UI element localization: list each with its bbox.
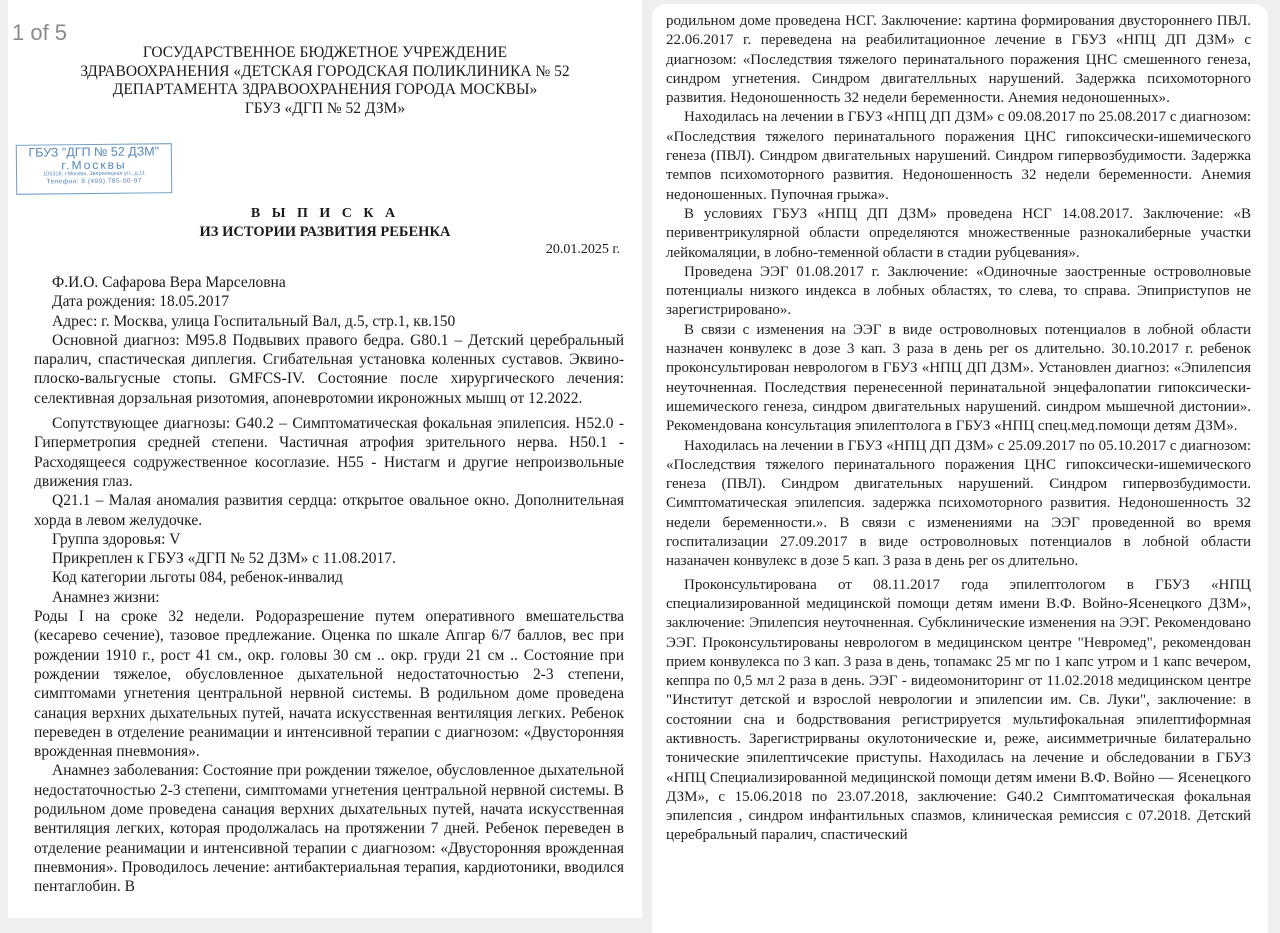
- document-date: 20.01.2025 г.: [545, 242, 620, 257]
- header-line: ГОСУДАРСТВЕННОЕ БЮДЖЕТНОЕ УЧРЕЖДЕНИЕ: [142, 44, 508, 61]
- continued-text: [666, 12, 1251, 846]
- patient-name: Ф.И.О. Сафарова Вера Марселовна: [52, 274, 286, 291]
- stamp-line: г.Москвы: [61, 157, 127, 173]
- patient-info: [34, 273, 624, 897]
- institution-header: [60, 44, 590, 118]
- stamp-line: Телефон: 8 (499) 785-00-97: [46, 177, 142, 186]
- address: Адрес: г. Москва, улица Госпитальный Вал, д.5, стр.1, кв.150: [52, 312, 456, 330]
- paragraph: родильном доме проведена НСГ. Заключение: картина формирования двустороннего ПВЛ. 22.06.2017 г. переведена на реабилитационное лечение в ГБУЗ «НПЦ ДП ДЗМ» с диагнозом: «Последствия тяжелого перинатального поражения ЦНС смешенного генеза, синдром угнетения. Синдром двигателльных нарушений. Задержка психомоторного развития. Недоношенность 32 недели беременности. Анемия недоношенных».: [666, 13, 1251, 107]
- paragraph: Проконсультирована от 08.11.2017 года эпилептологом в ГБУЗ «НПЦ специализированной медицинской помощи детям имени В.Ф. Войно-Ясенецкого ДЗМ», заключение: Эпилепсия неуточненная. Субклинические изменения на ЭЭГ. Рекомендовано ЭЭГ. Проконсультированы неврологом в медицинском центре "Невромед", рекомендован прием конвулекса по 3 кап. 3 раза в день, топамакс 25 мг по 1 капс утром и 1 капс вечером, кеппра по 0,5 мл 2 раза в день. ЭЭГ - видеомониторинг от 11.02.2018 медицинском центре "Институт детской и взрослой неврологии и эпилепсии им. Св. Луки", заключение: в состоянии сна и бодрствования регистрируется мультифокальная эпилептиформная активность. Зарегистрирваны окулотонические и, реже, аисимметричные билатерально тонические эпилептичсекие приступы. Находилась на лечение и обследовании в ГБУЗ «НПЦ Специализированной медицинской помощи детям имени В.Ф. Войно — Ясенецкого ДЗМ», с 15.06.2018 по 23.07.2018, заключение: G40.2 Симптоматическая фокальная эпилепсия , синдром инфантильных спазмов, клиническая ремиссия с 07.2018. Детский церебральный паралич, спастический: [666, 576, 1251, 844]
- heart-diagnosis: Q21.1 – Малая аномалия развития сердца: открытое овальное окно. Дополнительная хорда в левом желудочке.: [34, 492, 624, 529]
- life-anamnesis-label: Анамнез жизни:: [52, 588, 160, 606]
- paragraph: В условиях ГБУЗ «НПЦ ДП ДЗМ» проведена НСГ 14.08.2017. Заключение: «В перивентрикулярной области определяются множественные разнокалиберные участки лейкомаляции, в лобно-теменной области в стадии рубцевания».: [666, 205, 1251, 261]
- header-line: ГБУЗ «ДГП № 52 ДЗМ»: [244, 99, 406, 117]
- stamp-line: ГБУЗ "ДГП № 52 ДЗМ": [28, 144, 160, 160]
- attached-clinic: Прикреплен к ГБУЗ «ДГП № 52 ДЗМ» с 11.08.2017.: [52, 550, 396, 568]
- benefit-code: Код категории льготы 084, ребенок-инвалид: [52, 569, 343, 587]
- document-subtitle: ИЗ ИСТОРИИ РАЗВИТИЯ РЕБЕНКА: [199, 224, 451, 240]
- paragraph: Находилась на лечении в ГБУЗ «НПЦ ДП ДЗМ» с 25.09.2017 по 05.10.2017 с диагнозом: «Последствия тяжелого перинатального поражения ЦНС гипоксически-ишемического генеза (ПВЛ). Синдром двигательных нарушений. Синдром гипервозбудимости. Симптоматическая эпилепсия. задержка психомоторного развития. Недоношенность 32 недели беременности.». В связи с изменениями на ЭЭГ проведенной во время госпитализации 27.09.2017 в виде островолновых потенциалов в лобной области назаначен конвулекс в дозе 5 кап. 3 раза в день per os длительно.: [666, 437, 1251, 570]
- header-line: ЗДРАВООХРАНЕНИЯ «ДЕТСКАЯ ГОРОДСКАЯ ПОЛИКЛИНИКА № 52: [80, 62, 570, 80]
- life-anamnesis: Роды I на сроке 32 недели. Родоразрешение путем оперативного вмешательства (кесарево сечение), тазовое предлежание. Оценка по шкале Апгар 6/7 баллов, вес при рождении 1910 г., рост 41 см., окр. головы 30 см .. окр. груди 21 см .. Состояние при рождении тяжелое, обусловленное дыхательной недостаточностью 2-3 степени, симптомами угнетения центральной нервной системы. В родильном доме проведена санация верхних дыхательных путей, начата искусственная вентиляция легких. Ребенок переведен в отделение реанимации и интенсивной терапии с диагнозом: «Двусторонняя врожденная пневмония».: [34, 608, 624, 761]
- page-indicator: 1 of 5: [12, 20, 68, 45]
- stamp-line: 105318, г.Москва, Зверинецкая ул., д.11: [43, 170, 145, 178]
- clinic-stamp: [16, 143, 173, 195]
- birth-date: Дата рождения: 18.05.2017: [52, 293, 230, 311]
- document-title: В Ы П И С К А: [250, 206, 400, 221]
- disease-anamnesis: Анамнез заболевания: Состояние при рождении тяжелое, обусловленное дыхательной недостаточностью 2-3 степени, симптомами угнетения центральной нервной системы. В родильном доме проведена санация верхних дыхательных путей, начата искусственная вентиляция легких, которая продолжалась на протяжении 7 дней. Ребенок переведен в отделение реанимации и интенсивной терапии с диагнозом: «Двусторонняя врожденная пневмония». Проводилось лечение: антибактериальная терапия, кардиотоники, вводился пентаглобин. В: [34, 762, 624, 896]
- concomitant-diagnosis: Сопутствующее диагнозы: G40.2 – Симптоматическая фокальная эпилепсия. H52.0 - Гиперметропия средней степени. Частичная атрофия зрительного нерва. H50.1 - Расходящееся содружественное косоглазие. H55 - Нистагм и другие непроизвольные движения глаз.: [34, 415, 624, 490]
- paragraph: Проведена ЭЭГ 01.08.2017 г. Заключение: «Одиночные заостренные островолновые потенциалы низкого индекса в лобных областях, то слева, то справа. Эпиприступов не зарегистрировано».: [666, 263, 1251, 319]
- main-diagnosis: Основной диагноз: M95.8 Подвывих правого бедра. G80.1 – Детский церебральный паралич, спастическая диплегия. Сгибательная установка коленных суставов. Эквино-плоско-вальгусные стопы. GMFCS-IV. Состояние после хирургического лечения: селективная дорзальная ризотомия, апоневротомии икроножных мышц от 12.2022.: [34, 331, 624, 407]
- health-group: Группа здоровья: V: [52, 530, 181, 548]
- header-line: ДЕПАРТАМЕНТА ЗДРАВООХРАНЕНИЯ ГОРОДА МОСКВЫ»: [112, 81, 538, 98]
- paragraph: Находилась на лечении в ГБУЗ «НПЦ ДП ДЗМ» с 09.08.2017 по 25.08.2017 с диагнозом: «Последствия тяжелого перинатального поражения ЦНС гипоксически-ишемического генеза (ПВЛ). Синдром двигательных нарушений. Синдром гипервозбудимости. Задержка темпов психомоторного развития. Недоношенность 32 недели беременности. Анемия недоношенных. Пупочная грыжа».: [666, 109, 1251, 203]
- paragraph: В связи с изменения на ЭЭГ в виде островолновых потенциалов в лобной области назначен конвулекс в дозе 3 кап. 3 раза в день per os длительно. 30.10.2017 г. ребенок проконсультирован неврологом в ГБУЗ «НПЦ ДП ДЗМ». Установлен диагноз: «Эпилепсия неуточненная. Последствия перенесенной перинатальной энцефалопатии гипоксически-ишемического генеза, синдром двигательных нарушений. синдром мышечной дистонии». Рекомендована консультация эпилептолога в ГБУЗ «НПЦ спец.мед.помощи детям ДЗМ».: [666, 321, 1251, 435]
